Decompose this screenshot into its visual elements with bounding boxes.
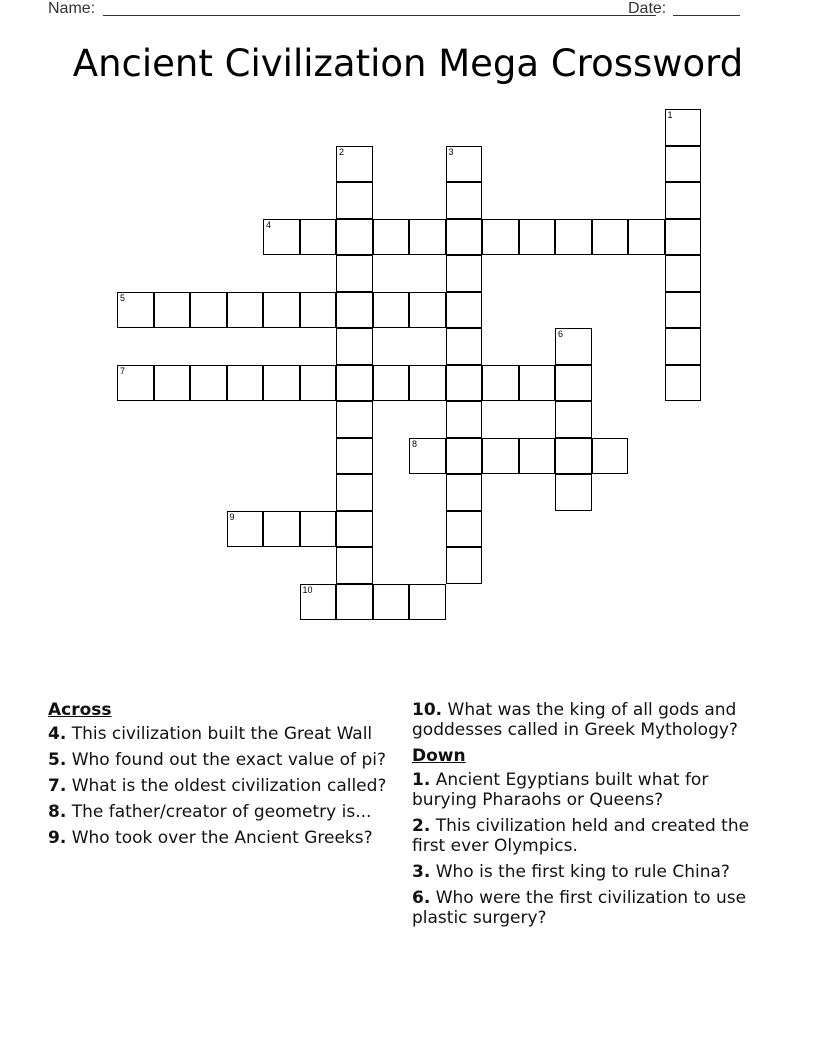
grid-cell[interactable] [446,292,483,329]
grid-cell[interactable] [300,511,337,548]
grid-cell[interactable] [555,328,592,365]
grid-cell[interactable] [665,255,702,292]
across-clue-10 [412,700,752,740]
grid-cell[interactable] [336,146,373,183]
cell-number: 9 [229,511,235,522]
clue-number: 2. [412,816,431,836]
grid-cell[interactable] [409,365,446,402]
grid-cell[interactable] [300,219,337,256]
grid-cell[interactable] [227,292,264,329]
grid-cell[interactable] [300,584,337,621]
grid-cell[interactable] [373,584,410,621]
grid-cell[interactable] [665,365,702,402]
across-clue-8 [48,802,388,822]
cell-number: 4 [266,219,272,230]
clue-text: Who took over the Ancient Greeks? [71,828,373,848]
clue-number: 5. [48,750,67,770]
grid-cell[interactable] [519,219,556,256]
grid-cell[interactable] [628,219,665,256]
grid-cell[interactable] [446,219,483,256]
grid-cell[interactable] [227,365,264,402]
grid-cell[interactable] [482,219,519,256]
grid-cell[interactable] [665,182,702,219]
grid-cell[interactable] [555,438,592,475]
grid-cell[interactable] [336,292,373,329]
grid-cell[interactable] [446,401,483,438]
clue-column-left [48,700,388,854]
grid-cell[interactable] [665,146,702,183]
grid-cell[interactable] [336,474,373,511]
clue-text: Ancient Egyptians built what for burying Pharaohs or Queens? [412,770,709,810]
down-heading: Down [412,746,466,766]
grid-cell[interactable] [446,146,483,183]
grid-cell[interactable] [446,511,483,548]
grid-cell[interactable] [555,401,592,438]
grid-cell[interactable] [665,219,702,256]
grid-cell[interactable] [482,438,519,475]
grid-cell[interactable] [336,219,373,256]
grid-cell[interactable] [409,584,446,621]
grid-cell[interactable] [446,547,483,584]
grid-cell[interactable] [336,328,373,365]
grid-cell[interactable] [665,328,702,365]
down-clue-2 [412,816,752,856]
grid-cell[interactable] [336,401,373,438]
grid-cell[interactable] [373,365,410,402]
grid-cell[interactable] [665,109,702,146]
grid-cell[interactable] [519,438,556,475]
grid-cell[interactable] [263,219,300,256]
grid-cell[interactable] [190,365,227,402]
clue-number: 10. [412,700,443,720]
grid-cell[interactable] [373,219,410,256]
grid-cell[interactable] [336,365,373,402]
grid-cell[interactable] [117,292,154,329]
cell-number: 7 [120,365,126,376]
clue-text: What was the king of all gods and goddesses called in Greek Mythology? [412,700,738,740]
grid-cell[interactable] [555,474,592,511]
grid-cell[interactable] [409,292,446,329]
grid-cell[interactable] [446,365,483,402]
grid-cell[interactable] [190,292,227,329]
name-label: Name: [48,0,96,17]
cell-number: 10 [302,584,313,595]
clue-number: 3. [412,862,431,882]
grid-cell[interactable] [154,292,191,329]
grid-cell[interactable] [336,438,373,475]
grid-cell[interactable] [446,474,483,511]
grid-cell[interactable] [592,438,629,475]
grid-cell[interactable] [446,255,483,292]
clue-number: 4. [48,724,67,744]
grid-cell[interactable] [482,365,519,402]
clue-number: 1. [412,770,431,790]
grid-cell[interactable] [373,292,410,329]
date-label: Date: [628,0,667,17]
across-clue-4 [48,724,388,744]
clue-column-right [412,700,752,934]
grid-cell[interactable] [446,438,483,475]
cell-number: 6 [558,329,564,339]
grid-cell[interactable] [409,219,446,256]
grid-cell[interactable] [555,365,592,402]
clue-number: 7. [48,776,67,796]
clue-text: Who is the first king to rule China? [435,862,730,882]
grid-cell[interactable] [263,365,300,402]
grid-cell[interactable] [154,365,191,402]
clue-list [48,700,768,1000]
clue-text: The father/creator of geometry is... [71,802,372,822]
grid-cell[interactable] [446,182,483,219]
across-clue-9 [48,828,388,848]
cell-number: 2 [339,146,345,157]
cell-number: 3 [448,146,454,157]
clue-number: 9. [48,828,67,848]
across-clue-5 [48,750,388,770]
grid-cell[interactable] [665,292,702,329]
grid-cell[interactable] [555,219,592,256]
across-heading: Across [48,700,112,720]
clue-number: 8. [48,802,67,822]
grid-cell[interactable] [336,182,373,219]
down-clue-3 [412,862,752,882]
clue-number: 6. [412,888,431,908]
grid-cell[interactable] [446,328,483,365]
grid-cell[interactable] [336,255,373,292]
clue-text: Who found out the exact value of pi? [71,750,386,770]
clue-text: What is the oldest civilization called? [71,776,387,796]
down-clue-1 [412,770,752,810]
grid-cell[interactable] [336,547,373,584]
down-clue-6 [412,888,752,928]
clue-text: This civilization held and created the first ever Olympics. [412,816,750,856]
clue-text: This civilization built the Great Wall [71,724,373,744]
grid-cell[interactable] [300,365,337,402]
grid-cell[interactable] [592,219,629,256]
grid-cell[interactable] [336,511,373,548]
across-clue-7 [48,776,388,796]
cell-number: 8 [412,438,418,449]
grid-cell[interactable] [409,438,446,475]
grid-cell[interactable] [117,365,154,402]
grid-cell[interactable] [519,365,556,402]
grid-cell[interactable] [336,584,373,621]
grid-cell[interactable] [227,511,264,548]
page-title: Ancient Civilization Mega Crossword [72,42,744,85]
cell-number: 1 [667,110,673,120]
grid-cell[interactable] [263,292,300,329]
clue-text: Who were the first civilization to use plastic surgery? [412,888,747,928]
grid-cell[interactable] [263,511,300,548]
grid-cell[interactable] [300,292,337,329]
cell-number: 5 [120,292,126,303]
